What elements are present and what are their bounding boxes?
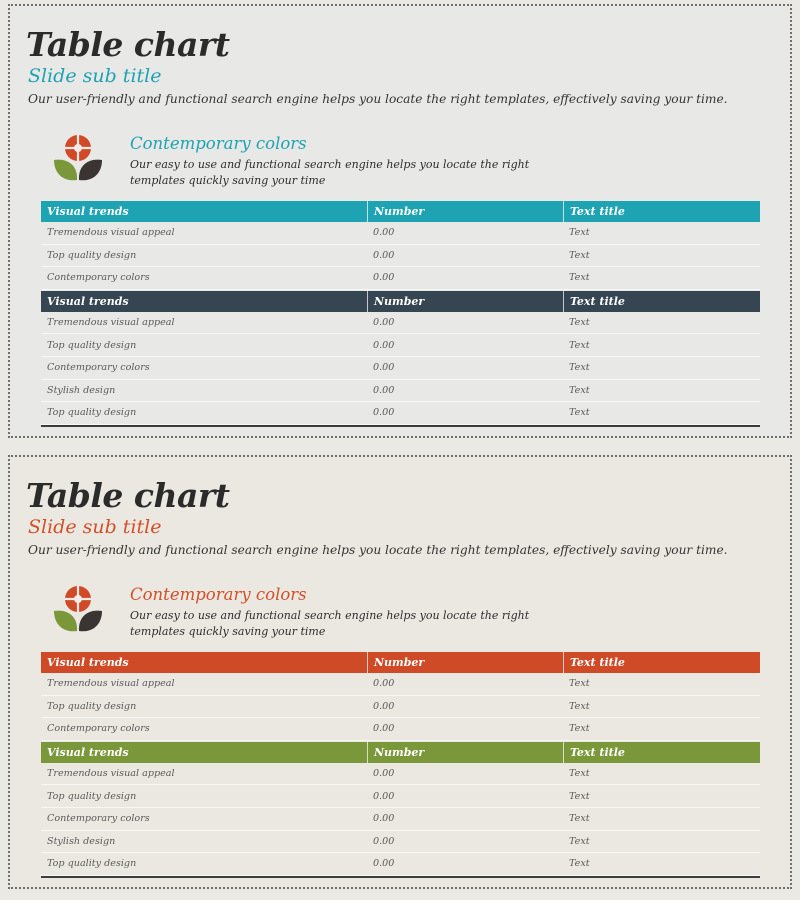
cell-text: Text [569, 858, 590, 870]
flower-icon [52, 130, 104, 184]
header-visual-trends: Visual trends [47, 205, 129, 218]
cell-text: Text [569, 339, 590, 351]
header-visual-trends: Visual trends [47, 656, 129, 669]
table-row [41, 245, 760, 268]
cell-text: Text [569, 384, 590, 396]
cell-text: Text [569, 768, 590, 780]
table-row [41, 718, 760, 741]
cell-number: 0.00 [373, 858, 395, 870]
cell-text: Text [569, 407, 590, 419]
cell-number: 0.00 [373, 339, 395, 351]
cell-number: 0.00 [373, 723, 395, 735]
cell-label: Contemporary colors [47, 362, 150, 374]
cell-label: Top quality design [47, 407, 137, 419]
flower-icon [52, 581, 104, 635]
cell-label: Top quality design [47, 858, 137, 870]
cell-text: Text [569, 835, 590, 847]
cell-text: Text [569, 790, 590, 802]
cell-label: Top quality design [47, 339, 137, 351]
feature-text: Our easy to use and functional search engine helps you locate the right templates quickly saving your time [130, 609, 530, 638]
cell-number: 0.00 [373, 227, 395, 239]
slide-subtitle: Slide sub title [28, 516, 162, 538]
cell-number: 0.00 [373, 835, 395, 847]
table-header [41, 291, 760, 312]
cell-label: Stylish design [47, 384, 116, 396]
feature-text: Our easy to use and functional search engine helps you locate the right templates quickly saving your time [130, 158, 530, 187]
cell-number: 0.00 [373, 790, 395, 802]
cell-text: Text [569, 700, 590, 712]
cell-text: Text [569, 723, 590, 735]
slide-description: Our user-friendly and functional search engine helps you locate the right templates, effectively saving your time. [28, 92, 728, 106]
cell-number: 0.00 [373, 700, 395, 712]
cell-number: 0.00 [373, 384, 395, 396]
table-row [41, 312, 760, 335]
cell-number: 0.00 [373, 362, 395, 374]
cell-number: 0.00 [373, 272, 395, 284]
header-number: Number [367, 652, 563, 673]
table-row [41, 831, 760, 854]
cell-text: Text [569, 227, 590, 239]
slide-2 [8, 455, 792, 889]
cell-label: Top quality design [47, 790, 137, 802]
cell-number: 0.00 [373, 249, 395, 261]
cell-label: Top quality design [47, 700, 137, 712]
table-row [41, 357, 760, 380]
table-row [41, 673, 760, 696]
table-row [41, 763, 760, 786]
table-header [41, 652, 760, 673]
table-row [41, 334, 760, 357]
table-row [41, 402, 760, 425]
header-text-title: Text title [563, 742, 760, 763]
table-row [41, 380, 760, 403]
table-header [41, 742, 760, 763]
table-row [41, 696, 760, 719]
cell-text: Text [569, 813, 590, 825]
header-visual-trends: Visual trends [47, 294, 129, 308]
table-bottom-rule [41, 425, 760, 427]
cell-number: 0.00 [373, 317, 395, 329]
cell-label: Tremendous visual appeal [47, 317, 175, 329]
header-visual-trends: Visual trends [47, 745, 129, 759]
header-number: Number [367, 291, 563, 312]
cell-label: Stylish design [47, 835, 116, 847]
cell-text: Text [569, 272, 590, 284]
feature-title: Contemporary colors [130, 585, 307, 604]
table-row [41, 267, 760, 290]
cell-number: 0.00 [373, 768, 395, 780]
header-text-title: Text title [563, 201, 760, 222]
cell-text: Text [569, 317, 590, 329]
cell-number: 0.00 [373, 678, 395, 690]
feature-title: Contemporary colors [130, 134, 307, 153]
cell-label: Tremendous visual appeal [47, 227, 175, 239]
data-table [41, 652, 760, 878]
cell-number: 0.00 [373, 813, 395, 825]
slide-title: Table chart [26, 476, 230, 515]
table-row [41, 222, 760, 245]
cell-number: 0.00 [373, 407, 395, 419]
cell-label: Contemporary colors [47, 272, 150, 284]
table-row [41, 808, 760, 831]
table-row [41, 785, 760, 808]
header-text-title: Text title [563, 652, 760, 673]
table-bottom-rule [41, 876, 760, 878]
slide-description: Our user-friendly and functional search engine helps you locate the right templates, effectively saving your time. [28, 543, 728, 557]
cell-label: Contemporary colors [47, 813, 150, 825]
cell-text: Text [569, 362, 590, 374]
cell-text: Text [569, 678, 590, 690]
cell-text: Text [569, 249, 590, 261]
slide-1 [8, 4, 792, 438]
header-text-title: Text title [563, 291, 760, 312]
table-header [41, 201, 760, 222]
cell-label: Tremendous visual appeal [47, 768, 175, 780]
slide-subtitle: Slide sub title [28, 65, 162, 87]
slide-title: Table chart [26, 25, 230, 64]
header-number: Number [367, 201, 563, 222]
cell-label: Top quality design [47, 249, 137, 261]
cell-label: Contemporary colors [47, 723, 150, 735]
header-number: Number [367, 742, 563, 763]
cell-label: Tremendous visual appeal [47, 678, 175, 690]
table-row [41, 853, 760, 876]
data-table [41, 201, 760, 427]
